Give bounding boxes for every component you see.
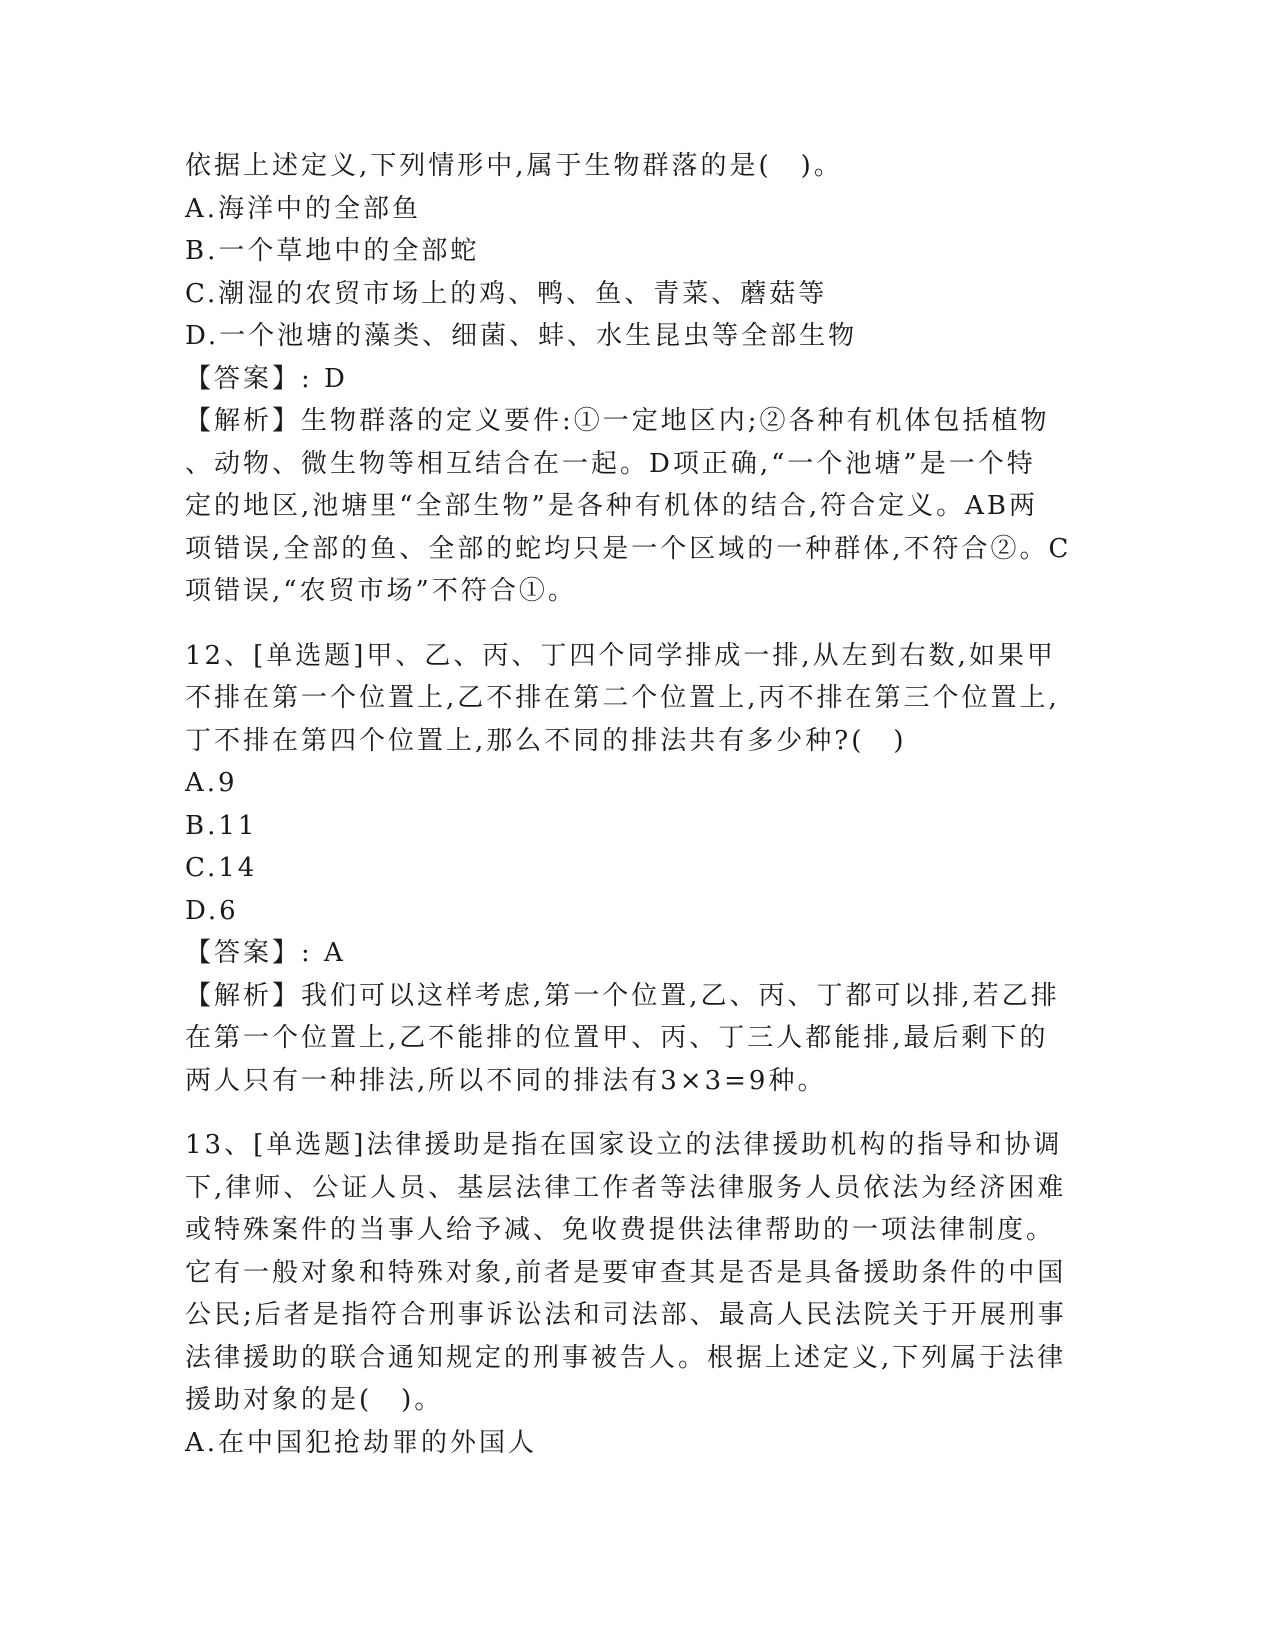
question-stem-line: 它有一般对象和特殊对象,前者是要审查其是否是具备援助条件的中国 <box>185 1257 1067 1288</box>
question-stem-line: 援助对象的是( )。 <box>185 1385 444 1415</box>
question-stem-line: 13、[单选题]法律援助是指在国家设立的法律援助机构的指导和协调 <box>185 1130 1063 1160</box>
analysis-line: 项错误,全部的鱼、全部的蛇均只是一个区域的一种群体,不符合②。C <box>185 533 1072 564</box>
section-gap <box>185 613 1085 635</box>
analysis-line: 两人只有一种排法,所以不同的排法有3×3=9种。 <box>185 1065 827 1096</box>
question-stem-line: 法律援助的联合通知规定的刑事被告人。根据上述定义,下列属于法律 <box>185 1342 1067 1373</box>
analysis-line: 【解析】我们可以这样考虑,第一个位置,乙、丙、丁都可以排,若乙排 <box>185 980 1060 1011</box>
analysis-line: 、动物、微生物等相互结合在一起。D项正确,“一个池塘”是一个特 <box>185 448 1036 479</box>
option-a: A.9 <box>185 768 238 798</box>
option-c: C.潮湿的农贸市场上的鸡、鸭、鱼、青菜、蘑菇等 <box>185 278 828 309</box>
question-13 <box>185 1124 1085 1464</box>
option-c: C.14 <box>185 853 258 883</box>
analysis-line: 项错误,“农贸市场”不符合①。 <box>185 576 577 606</box>
analysis-line: 【解析】生物群落的定义要件:①一定地区内;②各种有机体包括植物 <box>185 406 1050 436</box>
question-stem-line: 丁不排在第四个位置上,那么不同的排法共有多少种?( ) <box>185 725 907 756</box>
option-d: D.一个池塘的藻类、细菌、蚌、水生昆虫等全部生物 <box>185 321 858 351</box>
question-stem-line: 公民;后者是指符合刑事诉讼法和司法部、最高人民法院关于开展刑事 <box>185 1300 1067 1330</box>
question-stem-line: 12、[单选题]甲、乙、丙、丁四个同学排成一排,从左到右数,如果甲 <box>185 640 1056 671</box>
answer-line: 【答案】: A <box>185 938 346 968</box>
question-stem-line: 依据上述定义,下列情形中,属于生物群落的是( )。 <box>185 151 843 181</box>
option-d: D.6 <box>185 895 239 926</box>
section-gap <box>185 1102 1085 1124</box>
analysis-line: 定的地区,池塘里“全部生物”是各种有机体的结合,符合定义。AB两 <box>185 491 1038 521</box>
question-12 <box>185 635 1085 1103</box>
analysis-line: 在第一个位置上,乙不能排的位置甲、丙、丁三人都能排,最后剩下的 <box>185 1023 1049 1053</box>
option-a: A.海洋中的全部鱼 <box>185 193 422 224</box>
option-b: B.11 <box>185 810 258 841</box>
question-stem-line: 下,律师、公证人员、基层法律工作者等法律服务人员依法为经济困难 <box>185 1172 1067 1203</box>
question-11 <box>185 145 1085 613</box>
option-b: B.一个草地中的全部蛇 <box>185 236 480 266</box>
option-a: A.在中国犯抢劫罪的外国人 <box>185 1427 538 1458</box>
question-stem-line: 或特殊案件的当事人给予减、免收费提供法律帮助的一项法律制度。 <box>185 1215 1056 1245</box>
document-page <box>185 145 1085 1464</box>
question-stem-line: 不排在第一个位置上,乙不排在第二个位置上,丙不排在第三个位置上, <box>185 683 1060 713</box>
answer-line: 【答案】: D <box>185 363 348 394</box>
